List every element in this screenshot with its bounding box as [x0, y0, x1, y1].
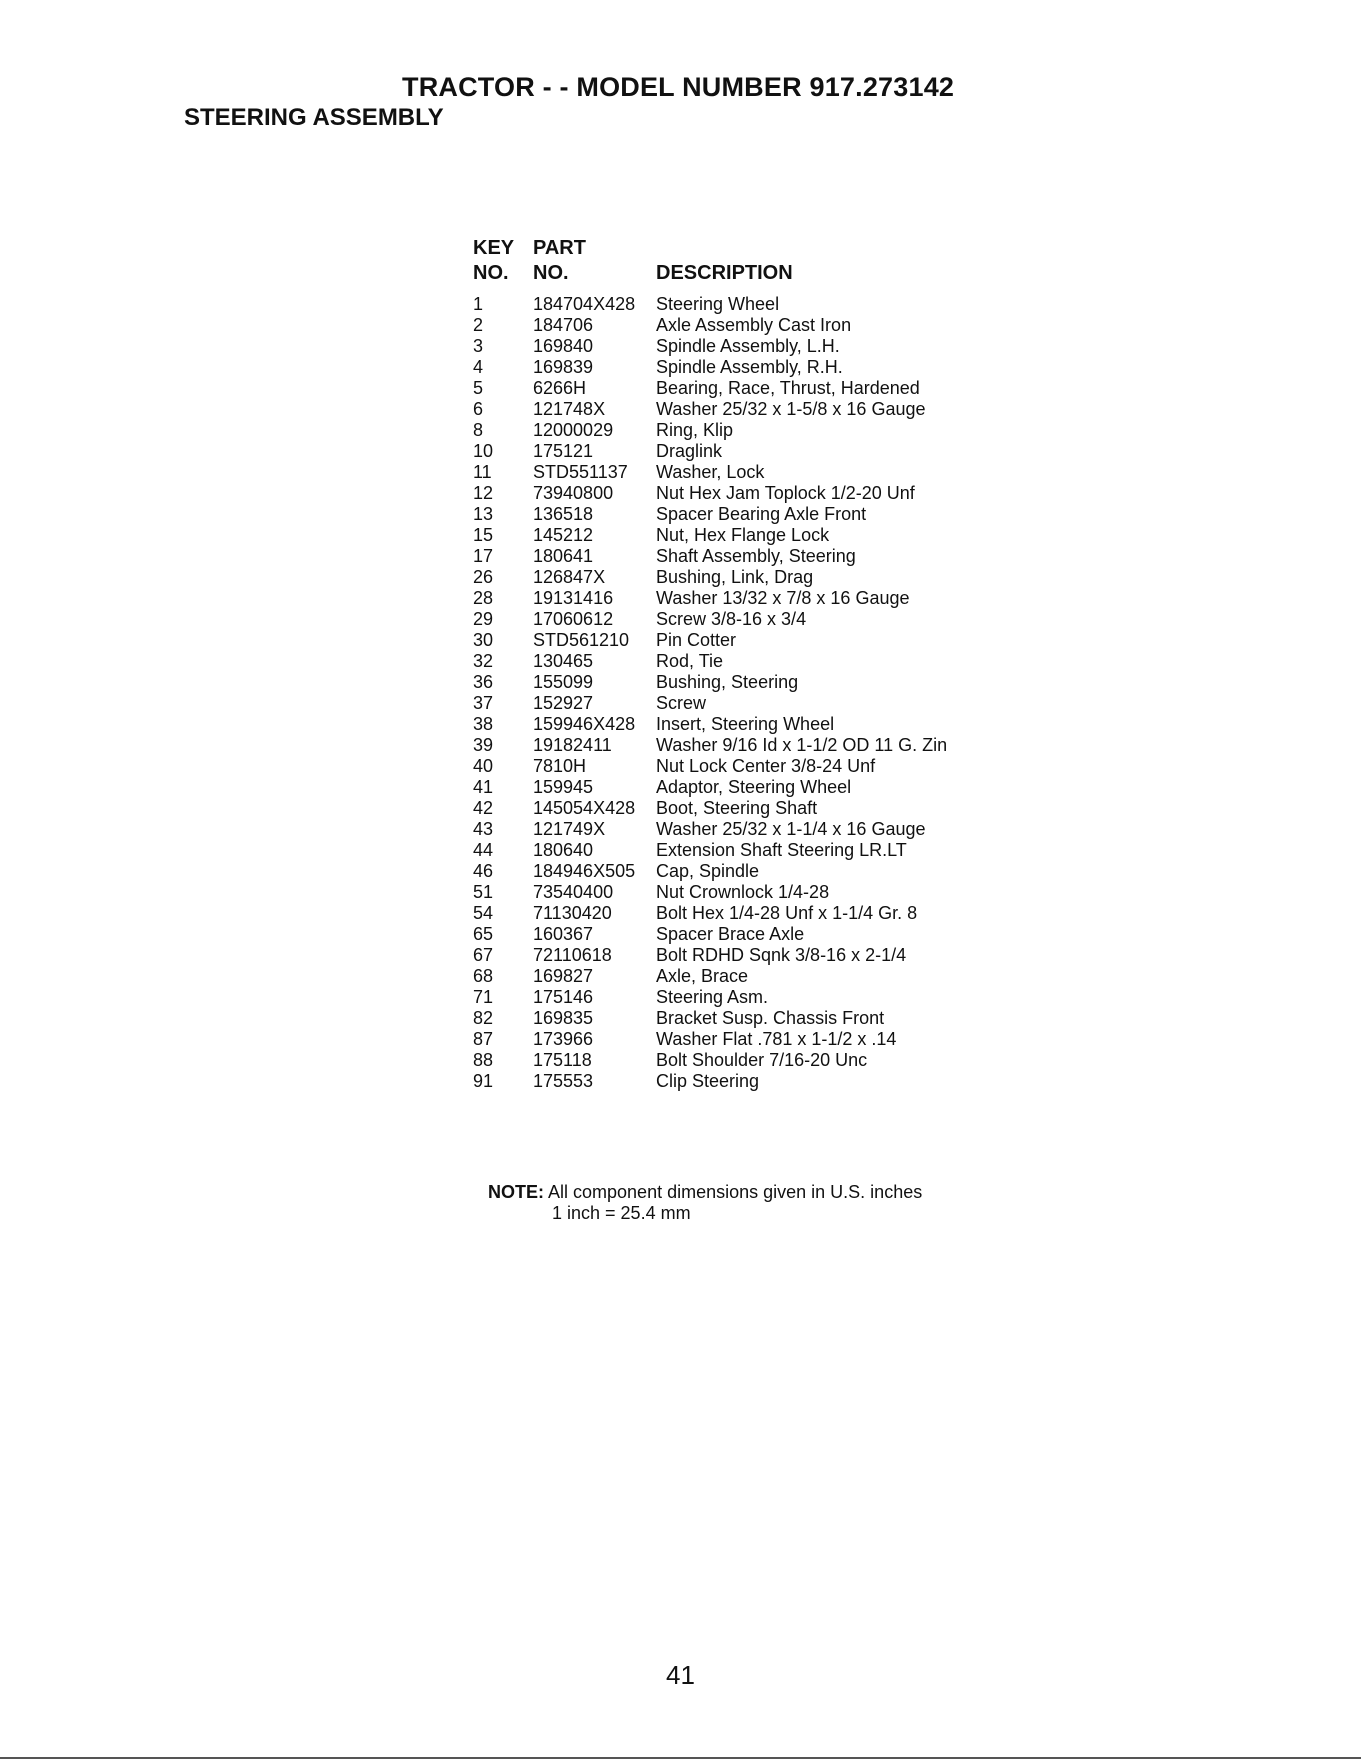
- key-no: 68: [473, 966, 494, 986]
- part-no: 145212: [533, 525, 594, 545]
- part-row: [473, 966, 996, 987]
- part-description: Screw 3/8-16 x 3/4: [656, 609, 807, 629]
- part-row: [473, 945, 996, 966]
- part-description: Washer 25/32 x 1-5/8 x 16 Gauge: [656, 399, 926, 419]
- part-row: [473, 609, 996, 630]
- part-description: Washer 9/16 Id x 1-1/2 OD 11 G. Zin: [656, 735, 948, 755]
- part-no: 180641: [533, 546, 594, 566]
- part-row: [473, 882, 996, 903]
- part-no: 130465: [533, 651, 594, 671]
- part-row: [473, 672, 996, 693]
- page-number: 41: [666, 1660, 695, 1690]
- key-no: 6: [473, 399, 484, 419]
- key-no: 42: [473, 798, 494, 818]
- part-description: Bolt RDHD Sqnk 3/8-16 x 2-1/4: [656, 945, 907, 965]
- key-no: 71: [473, 987, 494, 1007]
- part-row: [473, 651, 996, 672]
- part-description: Washer, Lock: [656, 462, 765, 482]
- part-no: 121749X: [533, 819, 606, 839]
- part-row: [473, 378, 996, 399]
- key-no: 65: [473, 924, 494, 944]
- key-no: 8: [473, 420, 484, 440]
- key-no: 67: [473, 945, 494, 965]
- part-row: [473, 336, 996, 357]
- part-no: 173966: [533, 1029, 594, 1049]
- part-row: [473, 903, 996, 924]
- key-no: 37: [473, 693, 494, 713]
- part-description: Rod, Tie: [656, 651, 724, 671]
- part-no: 12000029: [533, 420, 614, 440]
- parts-list: [473, 236, 996, 1092]
- part-row: [473, 567, 996, 588]
- description-header: DESCRIPTION: [656, 262, 793, 284]
- key-no: 1: [473, 294, 484, 314]
- part-no: 19131416: [533, 588, 614, 608]
- part-description: Boot, Steering Shaft: [656, 798, 818, 818]
- key-no: 39: [473, 735, 494, 755]
- key-no: 17: [473, 546, 494, 566]
- part-no: 169840: [533, 336, 594, 356]
- key-no: 15: [473, 525, 494, 545]
- part-row: [473, 861, 996, 882]
- note-label: NOTE:: [488, 1182, 544, 1202]
- part-no: 126847X: [533, 567, 606, 587]
- part-row: [473, 819, 996, 840]
- part-row: [473, 399, 996, 420]
- key-no: 51: [473, 882, 494, 902]
- part-no-header-line2: NO.: [533, 262, 569, 284]
- part-no: 169835: [533, 1008, 594, 1028]
- key-no: 88: [473, 1050, 494, 1070]
- part-no: 72110618: [533, 945, 612, 965]
- parts-rows: [473, 294, 996, 1092]
- part-no: 19182411: [533, 735, 612, 755]
- part-no: 184706: [533, 315, 594, 335]
- part-row: [473, 735, 996, 756]
- part-row: [473, 315, 996, 336]
- key-no-header-line2: NO.: [473, 262, 509, 284]
- part-description: Clip Steering: [656, 1071, 760, 1091]
- key-no: 26: [473, 567, 494, 587]
- part-no: 71130420: [533, 903, 612, 923]
- part-no: 180640: [533, 840, 594, 860]
- part-description: Adaptor, Steering Wheel: [656, 777, 852, 797]
- part-no: 175118: [533, 1050, 592, 1070]
- part-no: 121748X: [533, 399, 606, 419]
- part-row: [473, 714, 996, 735]
- part-description: Washer 13/32 x 7/8 x 16 Gauge: [656, 588, 910, 608]
- part-no: 175121: [533, 441, 594, 461]
- part-description: Bracket Susp. Chassis Front: [656, 1008, 885, 1028]
- key-no: 41: [473, 777, 494, 797]
- section-title: STEERING ASSEMBLY: [184, 104, 444, 131]
- key-no: 28: [473, 588, 494, 608]
- key-no: 44: [473, 840, 494, 860]
- part-row: [473, 357, 996, 378]
- part-row: [473, 1008, 996, 1029]
- key-no: 4: [473, 357, 484, 377]
- part-description: Bolt Shoulder 7/16-20 Unc: [656, 1050, 868, 1070]
- part-no: 175146: [533, 987, 594, 1007]
- part-no: 7810H: [533, 756, 587, 776]
- part-no: 175553: [533, 1071, 594, 1091]
- part-description: Nut Lock Center 3/8-24 Unf: [656, 756, 876, 776]
- part-no: 159945: [533, 777, 594, 797]
- part-row: [473, 483, 996, 504]
- part-no: 145054X428: [533, 798, 636, 818]
- part-row: [473, 1071, 996, 1092]
- part-description: Spacer Bearing Axle Front: [656, 504, 867, 524]
- part-description: Ring, Klip: [656, 420, 734, 440]
- part-description: Washer 25/32 x 1-1/4 x 16 Gauge: [656, 819, 926, 839]
- part-no: 169827: [533, 966, 594, 986]
- part-description: Bolt Hex 1/4-28 Unf x 1-1/4 Gr. 8: [656, 903, 918, 923]
- part-no: 184704X428: [533, 294, 636, 314]
- part-no: 73940800: [533, 483, 614, 503]
- bottom-rule: [0, 1757, 1361, 1759]
- part-no: 73540400: [533, 882, 614, 902]
- column-header-row-1: [473, 236, 996, 261]
- key-no: 30: [473, 630, 494, 650]
- key-no: 40: [473, 756, 494, 776]
- key-no: 82: [473, 1008, 494, 1028]
- part-row: [473, 798, 996, 819]
- part-description: Steering Wheel: [656, 294, 780, 314]
- part-row: [473, 924, 996, 945]
- key-no: 43: [473, 819, 494, 839]
- part-description: Cap, Spindle: [656, 861, 760, 881]
- part-no: 169839: [533, 357, 594, 377]
- part-description: Bushing, Steering: [656, 672, 799, 692]
- part-no: 184946X505: [533, 861, 636, 881]
- key-no: 11: [473, 462, 492, 482]
- part-row: [473, 987, 996, 1008]
- part-description: Screw: [656, 693, 707, 713]
- note-text: All component dimensions given in U.S. inches: [548, 1182, 923, 1202]
- part-row: [473, 420, 996, 441]
- part-row: [473, 462, 996, 483]
- part-row: [473, 1050, 996, 1071]
- column-header-row-2: [473, 261, 996, 286]
- key-no: 12: [473, 483, 494, 503]
- part-row: [473, 441, 996, 462]
- part-row: [473, 294, 996, 315]
- key-no: 36: [473, 672, 494, 692]
- part-no: 159946X428: [533, 714, 636, 734]
- part-row: [473, 588, 996, 609]
- part-description: Axle, Brace: [656, 966, 749, 986]
- key-no: 5: [473, 378, 484, 398]
- key-no: 46: [473, 861, 494, 881]
- part-description: Axle Assembly Cast Iron: [656, 315, 852, 335]
- part-description: Bearing, Race, Thrust, Hardened: [656, 378, 920, 398]
- note-line-1: [488, 1182, 922, 1203]
- part-row: [473, 504, 996, 525]
- key-no: 10: [473, 441, 494, 461]
- part-description: Washer Flat .781 x 1-1/2 x .14: [656, 1029, 897, 1049]
- part-description: Draglink: [656, 441, 723, 461]
- part-no: 160367: [533, 924, 594, 944]
- key-no: 54: [473, 903, 494, 923]
- part-description: Spindle Assembly, L.H.: [656, 336, 840, 356]
- part-row: [473, 756, 996, 777]
- note-line-2: 1 inch = 25.4 mm: [552, 1203, 691, 1223]
- note-block: [488, 1182, 922, 1224]
- part-no: STD551137: [533, 462, 628, 482]
- part-description: Spindle Assembly, R.H.: [656, 357, 843, 377]
- part-description: Shaft Assembly, Steering: [656, 546, 856, 566]
- key-no-header-line1: KEY: [473, 237, 515, 259]
- part-description: Extension Shaft Steering LR.LT: [656, 840, 907, 860]
- part-no-header-line1: PART: [533, 237, 586, 259]
- part-row: [473, 693, 996, 714]
- part-row: [473, 840, 996, 861]
- part-no: STD561210: [533, 630, 630, 650]
- part-row: [473, 546, 996, 567]
- part-description: Spacer Brace Axle: [656, 924, 805, 944]
- key-no: 87: [473, 1029, 494, 1049]
- key-no: 38: [473, 714, 494, 734]
- part-no: 155099: [533, 672, 594, 692]
- part-row: [473, 777, 996, 798]
- part-description: Steering Asm.: [656, 987, 769, 1007]
- page-title: TRACTOR - - MODEL NUMBER 917.273142: [402, 72, 955, 102]
- key-no: 3: [473, 336, 484, 356]
- part-description: Nut Crownlock 1/4-28: [656, 882, 830, 902]
- part-description: Pin Cotter: [656, 630, 737, 650]
- part-row: [473, 630, 996, 651]
- part-description: Nut, Hex Flange Lock: [656, 525, 830, 545]
- key-no: 32: [473, 651, 494, 671]
- part-description: Insert, Steering Wheel: [656, 714, 835, 734]
- part-row: [473, 1029, 996, 1050]
- key-no: 2: [473, 315, 484, 335]
- part-description: Nut Hex Jam Toplock 1/2-20 Unf: [656, 483, 915, 503]
- part-row: [473, 525, 996, 546]
- part-description: Bushing, Link, Drag: [656, 567, 814, 587]
- part-no: 136518: [533, 504, 594, 524]
- key-no: 91: [473, 1071, 494, 1091]
- key-no: 13: [473, 504, 494, 524]
- part-no: 17060612: [533, 609, 614, 629]
- part-no: 152927: [533, 693, 594, 713]
- key-no: 29: [473, 609, 494, 629]
- part-no: 6266H: [533, 378, 587, 398]
